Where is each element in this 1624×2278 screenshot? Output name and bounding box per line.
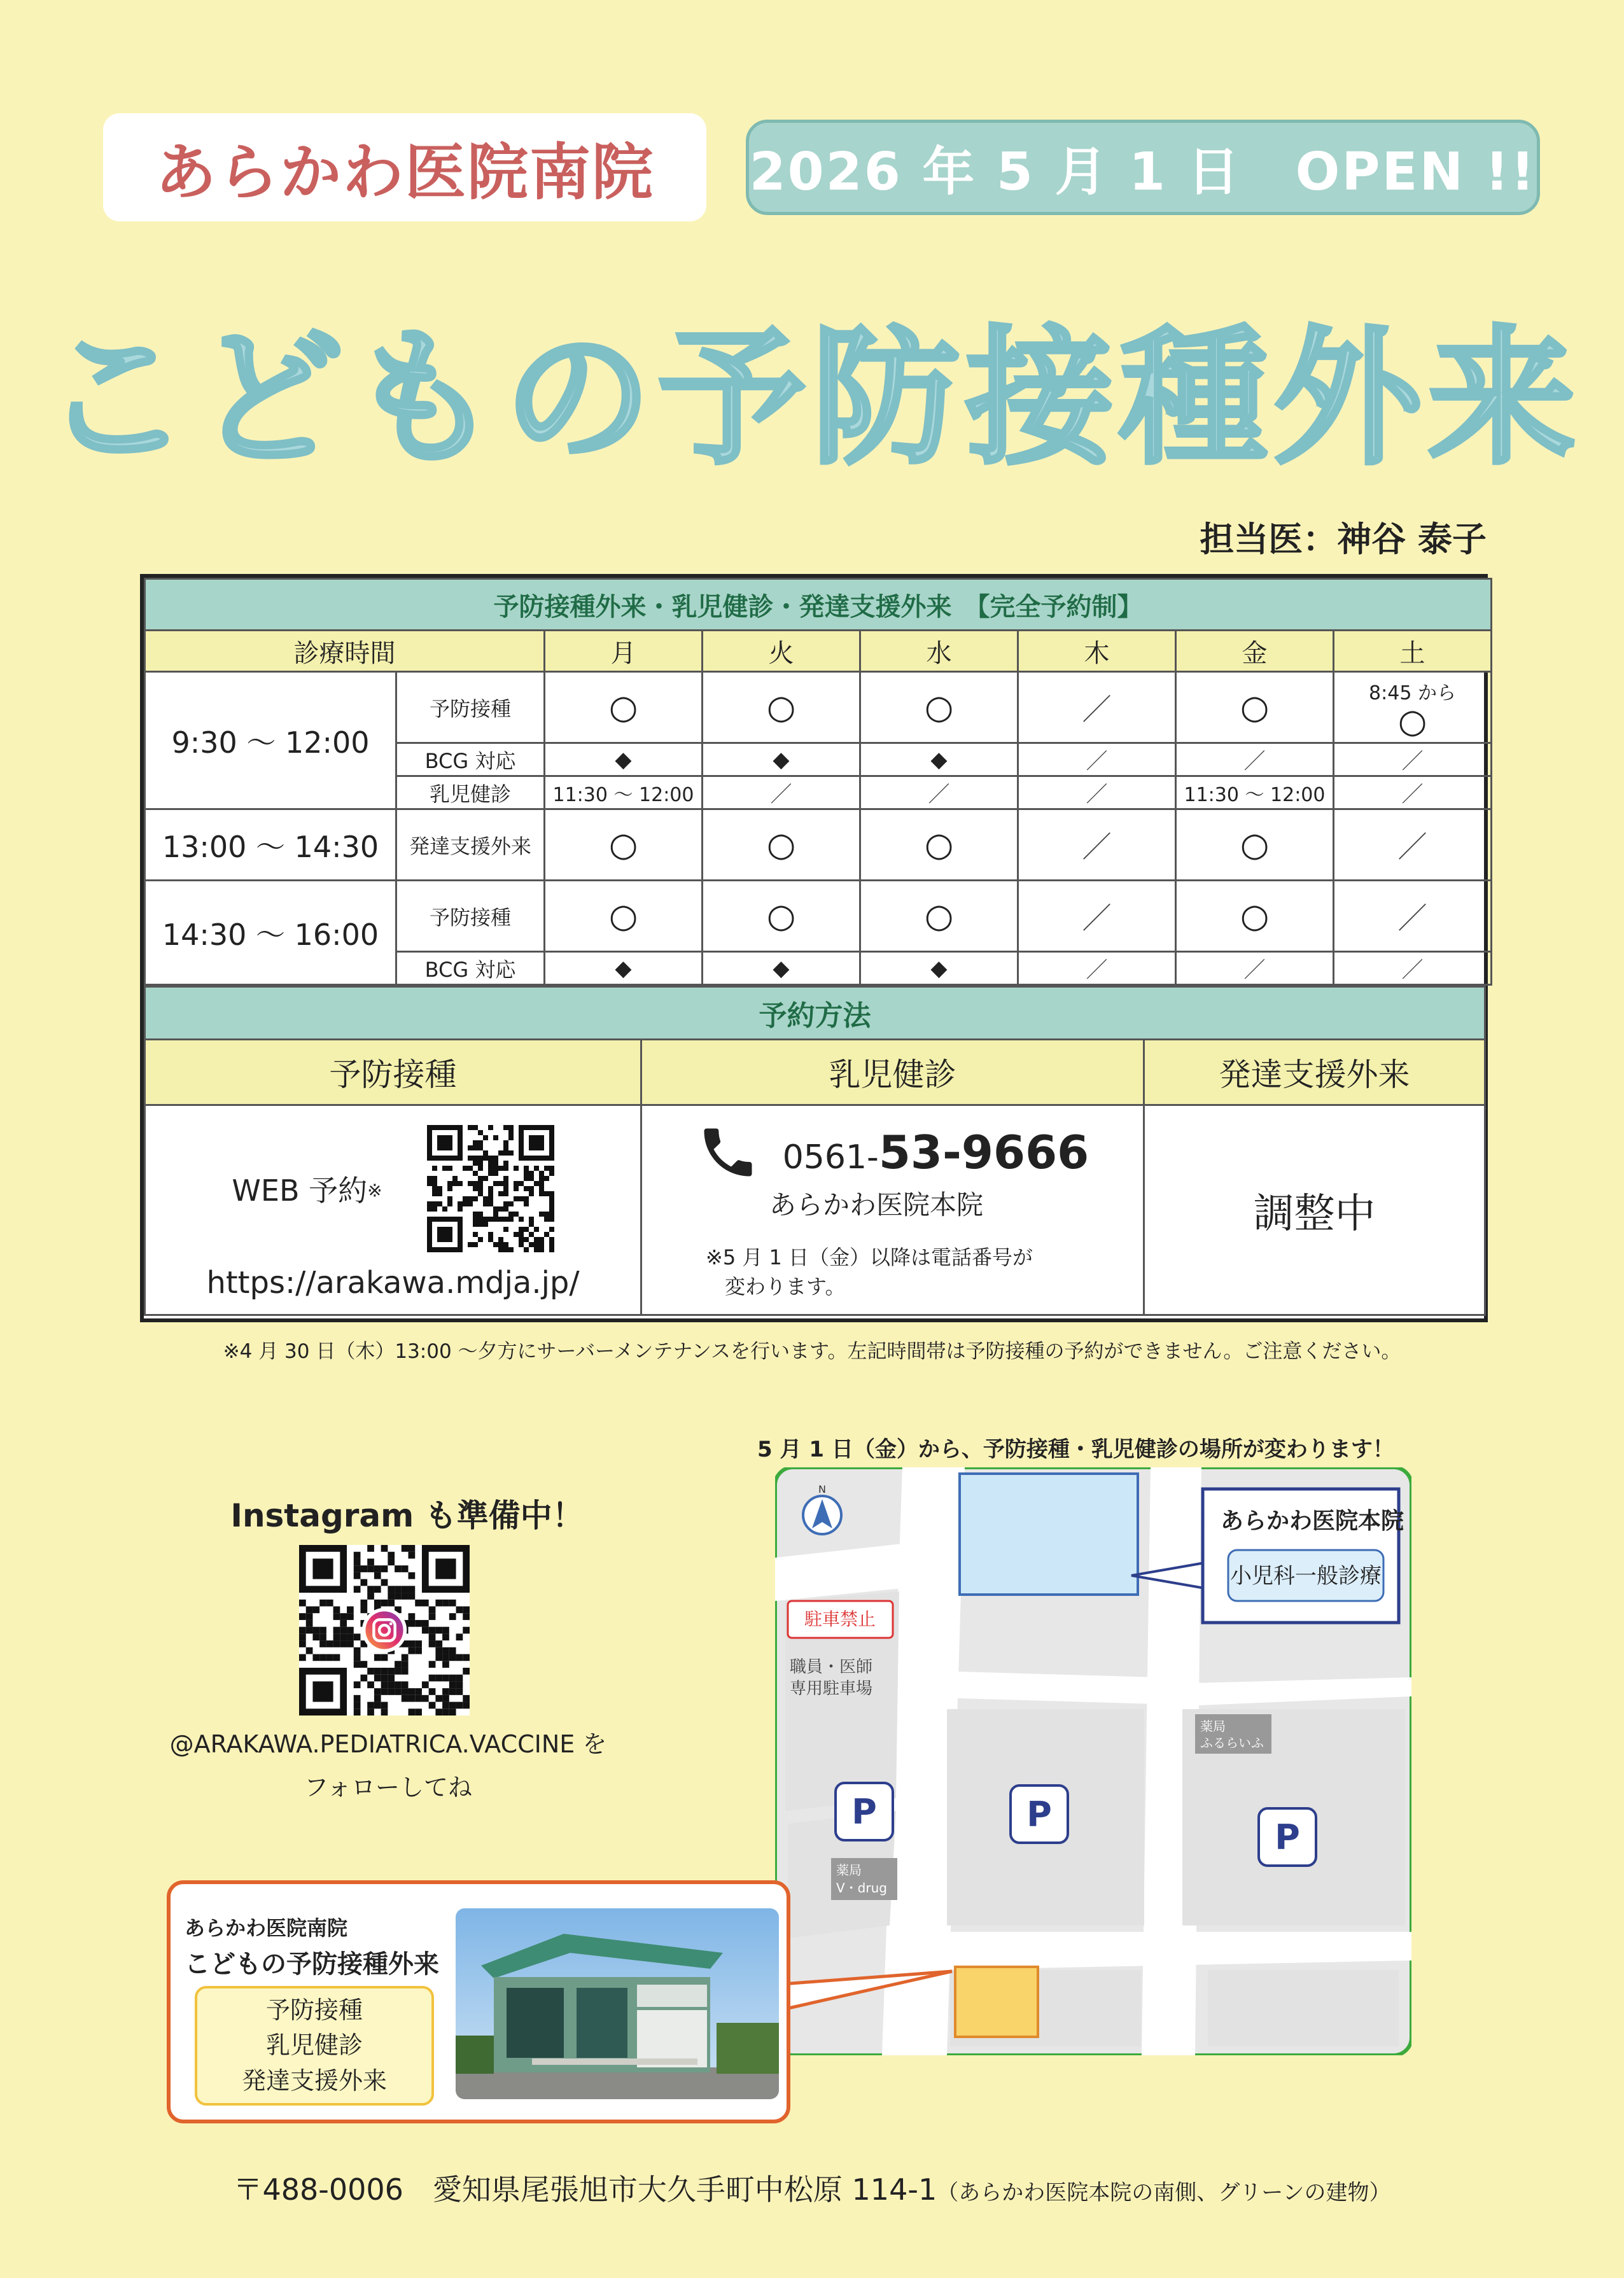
doctor-in-charge: 担当医：神谷 泰子 bbox=[1200, 519, 1487, 559]
phone-note-line: 変わります。 bbox=[725, 1274, 846, 1299]
schedule-cell: ○ bbox=[545, 881, 703, 952]
staff-parking-label: 職員・医師 bbox=[789, 1658, 873, 1677]
schedule-cell: ／ bbox=[1018, 776, 1176, 809]
schedule-header-row bbox=[145, 631, 1492, 672]
schedule-cell: ◆ bbox=[703, 952, 860, 985]
table-row bbox=[145, 672, 1492, 743]
parking-label: P bbox=[851, 1792, 877, 1832]
branch-title: こどもの予防接種外来 bbox=[185, 1950, 439, 1979]
schedule-banner-row bbox=[145, 579, 1492, 631]
schedule-banner: 予防接種外来・乳児健診・発達支援外来 【完全予約制】 bbox=[145, 579, 1492, 631]
maintenance-footnote: ※4 月 30 日（木）13:00 〜夕方にサーバーメンテナンスを行います。左記時間帯は予防接種の予約ができません。ご注意ください。 bbox=[223, 1340, 1401, 1363]
schedule-cell: ／ bbox=[1176, 743, 1334, 776]
phone-number[interactable] bbox=[783, 1126, 1089, 1179]
reservation-col-header: 乳児健診 bbox=[641, 1040, 1144, 1105]
schedule-cell: ◆ bbox=[545, 743, 703, 776]
day-header: 月 bbox=[545, 631, 703, 672]
service-label: 予防接種 bbox=[396, 672, 545, 743]
schedule-cell: ／ bbox=[1018, 672, 1176, 743]
web-reservation-cell bbox=[145, 1105, 641, 1315]
phone-main: 53-9666 bbox=[878, 1125, 1089, 1179]
web-reservation-label bbox=[232, 1168, 382, 1210]
staff-parking-label: 専用駐車場 bbox=[789, 1679, 873, 1698]
schedule-cell: 11:30 〜 12:00 bbox=[1176, 776, 1334, 809]
schedule-cell: ○ bbox=[1176, 881, 1334, 952]
schedule-cell: ○ bbox=[703, 881, 860, 952]
branch-info-card bbox=[167, 1880, 790, 2123]
phone-prefix: 0561- bbox=[782, 1138, 879, 1177]
schedule-cell: ／ bbox=[1018, 809, 1176, 881]
schedule-cell: ／ bbox=[1334, 743, 1492, 776]
time-slot: 13:00 〜 14:30 bbox=[145, 809, 396, 881]
schedule-cell: ／ bbox=[1334, 809, 1492, 881]
day-header: 土 bbox=[1334, 631, 1492, 672]
instagram-follow-text: フォローしてね bbox=[304, 1773, 473, 1801]
map-caption: 5 月 1 日（金）から、予防接種・乳児健診の場所が変わります！ bbox=[757, 1437, 1394, 1462]
clinic-name-badge: あらかわ医院南院 bbox=[103, 113, 706, 221]
pharmacy-label: V・drug bbox=[836, 1880, 887, 1896]
schedule-cell: ○ bbox=[860, 809, 1018, 881]
phone-note bbox=[642, 1241, 1143, 1300]
time-slot: 9:30 〜 12:00 bbox=[145, 672, 396, 809]
parking-label: P bbox=[1275, 1817, 1300, 1857]
time-slot: 14:30 〜 16:00 bbox=[145, 881, 396, 985]
pharmacy-label: 薬局 bbox=[836, 1862, 862, 1878]
schedule-cell: ○ bbox=[703, 672, 860, 743]
main-clinic-dept: 小児科一般診療 bbox=[1230, 1563, 1382, 1589]
schedule-cell: ／ bbox=[1176, 952, 1334, 985]
instagram-handle[interactable]: @ARAKAWA.PEDIATRICA.VACCINE を bbox=[169, 1730, 607, 1758]
day-header: 水 bbox=[860, 631, 1018, 672]
reservation-body bbox=[145, 1105, 1485, 1315]
day-header: 金 bbox=[1176, 631, 1334, 672]
pharmacy-label: 薬局 bbox=[1200, 1719, 1226, 1734]
instagram-icon bbox=[361, 1607, 408, 1654]
branch-pointer bbox=[783, 1953, 974, 2030]
web-label: WEB 予約 bbox=[232, 1173, 368, 1208]
service-label: BCG 対応 bbox=[396, 743, 545, 776]
reservation-columns bbox=[145, 1040, 1485, 1105]
service-item: 予防接種 bbox=[265, 1996, 363, 2025]
schedule-cell: ◆ bbox=[860, 952, 1018, 985]
schedule-cell: 11:30 〜 12:00 bbox=[545, 776, 703, 809]
service-item: 乳児健診 bbox=[265, 2031, 363, 2060]
schedule-cell: ／ bbox=[860, 776, 1018, 809]
page-title: こどもの予防接種外来 bbox=[41, 312, 1582, 484]
parking-icon bbox=[836, 1783, 893, 1840]
open-date-badge: 2026 年 5 月 1 日 OPEN !! bbox=[746, 120, 1540, 215]
no-parking-label: 駐車禁止 bbox=[804, 1609, 876, 1630]
service-label: 予防接種 bbox=[396, 881, 545, 952]
phone-branch: あらかわ医院本院 bbox=[769, 1189, 984, 1220]
schedule-cell: ／ bbox=[1018, 743, 1176, 776]
address-main: 〒488-0006 愛知県尾張旭市大久手町中松原 114-1 bbox=[233, 2172, 937, 2207]
schedule-cell: ◆ bbox=[860, 743, 1018, 776]
schedule-cell: ○ bbox=[545, 672, 703, 743]
schedule-cell: ◆ bbox=[545, 952, 703, 985]
branch-name: あらかわ医院南院 bbox=[185, 1916, 348, 1940]
address bbox=[0, 2167, 1624, 2209]
phone-reservation-cell bbox=[641, 1105, 1144, 1315]
schedule-cell: ◆ bbox=[703, 743, 860, 776]
parking-label: P bbox=[1026, 1794, 1052, 1834]
parking-icon bbox=[1259, 1808, 1316, 1866]
schedule-cell: ○ bbox=[860, 672, 1018, 743]
table-row bbox=[145, 881, 1492, 952]
branch-services bbox=[195, 1986, 434, 2106]
reservation-col-header: 予防接種 bbox=[145, 1040, 641, 1105]
reservation-title: 予約方法 bbox=[145, 987, 1485, 1040]
schedule-cell: ／ bbox=[1018, 881, 1176, 952]
development-status: 調整中 bbox=[1144, 1105, 1485, 1315]
schedule-cell: ／ bbox=[1334, 776, 1492, 809]
schedule-cell: ○ bbox=[1176, 809, 1334, 881]
schedule-cell: ／ bbox=[1334, 881, 1492, 952]
web-note-mark: ※ bbox=[367, 1180, 382, 1201]
parking-icon bbox=[1011, 1785, 1068, 1843]
schedule-cell: ／ bbox=[703, 776, 860, 809]
service-label: 乳児健診 bbox=[396, 776, 545, 809]
table-row bbox=[145, 809, 1492, 881]
day-header: 火 bbox=[703, 631, 860, 672]
instagram-title: Instagram も準備中！ bbox=[230, 1497, 584, 1534]
web-qr-code[interactable] bbox=[427, 1125, 554, 1252]
day-header: 木 bbox=[1018, 631, 1176, 672]
schedule-cell: ○ bbox=[545, 809, 703, 881]
schedule-cell: ○ bbox=[1176, 672, 1334, 743]
schedule-cell: ○ bbox=[860, 881, 1018, 952]
service-label: 発達支援外来 bbox=[396, 809, 545, 881]
saturday-note: 8:45 から bbox=[1369, 681, 1456, 704]
schedule-cell bbox=[1334, 672, 1492, 743]
service-item: 発達支援外来 bbox=[241, 2066, 387, 2095]
address-note: （あらかわ医院本院の南側、グリーンの建物） bbox=[937, 2180, 1391, 2205]
schedule-cell: ○ bbox=[703, 809, 860, 881]
phone-icon bbox=[696, 1121, 760, 1184]
pharmacy-label: ふるらいふ bbox=[1200, 1735, 1264, 1750]
service-label: BCG 対応 bbox=[396, 952, 545, 985]
main-clinic-name: あらかわ医院本院 bbox=[1221, 1508, 1404, 1534]
main-clinic-building bbox=[960, 1474, 1138, 1595]
schedule-table bbox=[140, 574, 1488, 1322]
instagram-qr-code[interactable] bbox=[299, 1545, 470, 1715]
map-block bbox=[1208, 1970, 1399, 2046]
time-header: 診療時間 bbox=[145, 631, 545, 672]
phone-note-line: ※5 月 1 日（金）以降は電話番号が bbox=[706, 1245, 1033, 1269]
reservation-header-row bbox=[145, 987, 1485, 1040]
web-reservation-url[interactable]: https://arakawa.mdja.jp/ bbox=[206, 1264, 580, 1301]
schedule-mark: ○ bbox=[1397, 702, 1427, 741]
schedule-cell: ／ bbox=[1334, 952, 1492, 985]
building-photo bbox=[456, 1908, 779, 2099]
north-label: N bbox=[818, 1483, 826, 1495]
reservation-col-header: 発達支援外来 bbox=[1144, 1040, 1485, 1105]
schedule-cell: ／ bbox=[1018, 952, 1176, 985]
